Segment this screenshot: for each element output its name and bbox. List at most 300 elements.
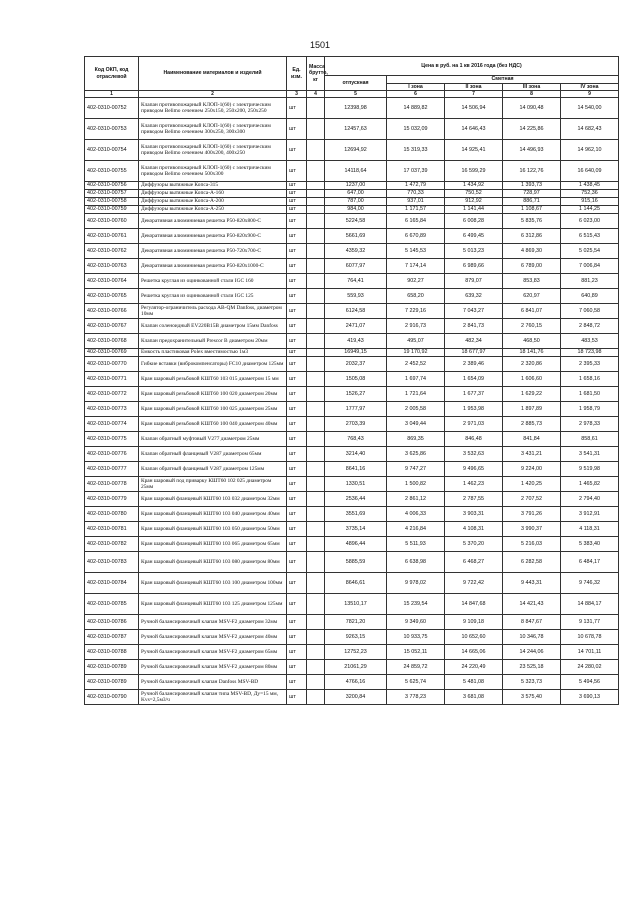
row-release: 12457,63 (325, 119, 387, 140)
row-mass (307, 198, 325, 206)
row-zone2: 1 434,92 (445, 182, 503, 190)
row-release: 13510,17 (325, 594, 387, 615)
row-zone1: 5 511,93 (387, 537, 445, 552)
row-zone1: 6 670,89 (387, 229, 445, 244)
row-release: 787,00 (325, 198, 387, 206)
row-zone1: 15 032,09 (387, 119, 445, 140)
row-zone2: 1 677,37 (445, 387, 503, 402)
row-name: Решетка круглая из оцинкованной стали IGC 160 (139, 274, 287, 289)
row-zone4: 1 144,25 (561, 206, 619, 214)
row-zone1: 2 005,58 (387, 402, 445, 417)
table-row (85, 274, 619, 289)
row-code: 402-0310-00769 (85, 349, 139, 357)
row-name: Диффузоры вытяжные Копса-А-250 (139, 206, 287, 214)
row-zone2: 14 646,43 (445, 119, 503, 140)
table-row (85, 198, 619, 206)
row-mass (307, 372, 325, 387)
row-name: Кран шаровый резьбовой КШТ60 100 020 диаметром 20мм (139, 387, 287, 402)
row-release: 5224,58 (325, 214, 387, 229)
row-zone3: 9 224,00 (503, 462, 561, 477)
row-code: 402-0310-00771 (85, 372, 139, 387)
row-zone3: 3 431,21 (503, 447, 561, 462)
row-zone4: 7 006,84 (561, 259, 619, 274)
row-zone1: 770,33 (387, 190, 445, 198)
row-mass (307, 98, 325, 119)
table-row (85, 492, 619, 507)
row-code: 402-0310-00761 (85, 229, 139, 244)
table-row (85, 206, 619, 214)
table-row (85, 98, 619, 119)
row-zone2: 912,92 (445, 198, 503, 206)
row-zone3: 3 990,37 (503, 522, 561, 537)
row-name: Кран шаровый фланцевый КШТ60 103 032 диаметром 32мм (139, 492, 287, 507)
row-name: Декоративная алюминиевая решетка Р50-820х1000-С (139, 259, 287, 274)
row-zone3: 5 216,03 (503, 537, 561, 552)
row-release: 3200,84 (325, 690, 387, 705)
row-mass (307, 432, 325, 447)
col-number: 7 (445, 91, 503, 98)
row-code: 402-0310-00760 (85, 214, 139, 229)
row-zone2: 750,52 (445, 190, 503, 198)
row-zone4: 2 848,72 (561, 319, 619, 334)
row-zone3: 4 869,30 (503, 244, 561, 259)
row-name: Клапан противопожарный КЛОП-1(60) с электрическим приводом Belimo сечением 250х150, 250х200, 250х250 (139, 98, 287, 119)
row-unit: шт (287, 182, 307, 190)
row-unit: шт (287, 289, 307, 304)
row-zone1: 1 721,64 (387, 387, 445, 402)
row-release: 7821,20 (325, 615, 387, 630)
table-row (85, 645, 619, 660)
header-zone1: I зона (387, 83, 445, 91)
row-name: Кран шаровый резьбовой КШТ60 100 040 диаметром 40мм (139, 417, 287, 432)
header-unit: Ед. изм. (287, 57, 307, 91)
row-zone1: 9 978,02 (387, 573, 445, 594)
table-row (85, 334, 619, 349)
row-zone3: 1 420,25 (503, 477, 561, 492)
row-mass (307, 675, 325, 690)
row-release: 764,41 (325, 274, 387, 289)
row-release: 768,43 (325, 432, 387, 447)
row-zone4: 1 465,82 (561, 477, 619, 492)
row-zone1: 15 239,54 (387, 594, 445, 615)
row-zone3: 5 323,73 (503, 675, 561, 690)
row-zone1: 9 349,60 (387, 615, 445, 630)
row-mass (307, 645, 325, 660)
row-zone1: 3 778,23 (387, 690, 445, 705)
col-number: 3 (287, 91, 307, 98)
header-zone4: IV зона (561, 83, 619, 91)
table-row (85, 417, 619, 432)
row-zone2: 14 847,68 (445, 594, 503, 615)
row-code: 402-0310-00776 (85, 447, 139, 462)
row-zone2: 3 681,08 (445, 690, 503, 705)
row-mass (307, 259, 325, 274)
row-code: 402-0310-00766 (85, 304, 139, 319)
row-mass (307, 615, 325, 630)
row-zone2: 6 499,45 (445, 229, 503, 244)
row-zone1: 937,01 (387, 198, 445, 206)
row-unit: шт (287, 594, 307, 615)
row-release: 3214,40 (325, 447, 387, 462)
table-row (85, 190, 619, 198)
row-zone1: 869,35 (387, 432, 445, 447)
table-row (85, 319, 619, 334)
row-unit: шт (287, 573, 307, 594)
row-release: 419,43 (325, 334, 387, 349)
row-unit: шт (287, 259, 307, 274)
row-zone1: 1 472,79 (387, 182, 445, 190)
row-zone3: 1 108,67 (503, 206, 561, 214)
table-header (85, 57, 619, 98)
row-zone4: 858,61 (561, 432, 619, 447)
table-row (85, 630, 619, 645)
column-number-row (85, 91, 619, 98)
row-zone2: 14 506,94 (445, 98, 503, 119)
row-release: 9263,15 (325, 630, 387, 645)
row-release: 1526,27 (325, 387, 387, 402)
row-zone4: 14 701,11 (561, 645, 619, 660)
row-zone4: 10 678,78 (561, 630, 619, 645)
row-unit: шт (287, 119, 307, 140)
row-zone2: 24 220,49 (445, 660, 503, 675)
row-mass (307, 402, 325, 417)
col-number: 4 (307, 91, 325, 98)
row-name: Диффузоры вытяжные Копса-315 (139, 182, 287, 190)
table-row (85, 477, 619, 492)
table-body (85, 98, 619, 705)
row-zone3: 468,50 (503, 334, 561, 349)
row-zone4: 16 640,09 (561, 161, 619, 182)
header-zone3: III зона (503, 83, 561, 91)
col-number: 1 (85, 91, 139, 98)
row-release: 14118,64 (325, 161, 387, 182)
row-unit: шт (287, 387, 307, 402)
table-row (85, 387, 619, 402)
table-row (85, 507, 619, 522)
row-zone1: 15 319,33 (387, 140, 445, 161)
row-zone1: 5 145,53 (387, 244, 445, 259)
row-zone3: 2 320,86 (503, 357, 561, 372)
row-zone2: 18 677,97 (445, 349, 503, 357)
row-code: 402-0310-00779 (85, 492, 139, 507)
row-name: Кран шаровый фланцевый КШТ60 103 125 диаметром 125мм (139, 594, 287, 615)
row-zone1: 3 049,44 (387, 417, 445, 432)
row-code: 402-0310-00790 (85, 690, 139, 705)
row-zone2: 10 652,60 (445, 630, 503, 645)
row-unit: шт (287, 615, 307, 630)
header-release: отпускная (325, 76, 387, 91)
row-zone2: 4 108,31 (445, 522, 503, 537)
header-estimate: Сметная (387, 76, 619, 84)
row-mass (307, 140, 325, 161)
row-zone4: 640,89 (561, 289, 619, 304)
row-zone4: 9 519,98 (561, 462, 619, 477)
row-release: 8641,16 (325, 462, 387, 477)
row-zone3: 14 421,43 (503, 594, 561, 615)
row-code: 402-0310-00759 (85, 206, 139, 214)
row-zone4: 14 682,43 (561, 119, 619, 140)
row-code: 402-0310-00783 (85, 552, 139, 573)
row-zone4: 3 690,13 (561, 690, 619, 705)
row-zone1: 4 216,84 (387, 522, 445, 537)
row-unit: шт (287, 140, 307, 161)
row-zone4: 24 280,02 (561, 660, 619, 675)
row-zone4: 483,53 (561, 334, 619, 349)
row-name: Емкость пластиковая Polex вместимостью 1м3 (139, 349, 287, 357)
row-unit: шт (287, 214, 307, 229)
row-unit: шт (287, 630, 307, 645)
row-mass (307, 214, 325, 229)
row-code: 402-0310-00775 (85, 432, 139, 447)
row-name: Кран шаровый резьбовой КШТ60 100 025 диаметром 25мм (139, 402, 287, 417)
row-name: Клапан противопожарный КЛОП-1(60) с электрическим приводом Belimo сечением 400х200, 400х250 (139, 140, 287, 161)
row-zone4: 7 060,58 (561, 304, 619, 319)
row-release: 2032,37 (325, 357, 387, 372)
row-code: 402-0310-00762 (85, 244, 139, 259)
row-name: Ручной балансировочный клапан Danfoss MSV-BD (139, 675, 287, 690)
row-zone2: 1 654,09 (445, 372, 503, 387)
row-zone4: 4 118,31 (561, 522, 619, 537)
row-zone3: 3 791,26 (503, 507, 561, 522)
row-code: 402-0310-00785 (85, 594, 139, 615)
row-unit: шт (287, 492, 307, 507)
row-unit: шт (287, 477, 307, 492)
row-zone2: 5 481,08 (445, 675, 503, 690)
row-unit: шт (287, 417, 307, 432)
row-name: Кран шаровый под приварку КШТ60 102 025 диаметром 25мм (139, 477, 287, 492)
row-name: Регулятор-ограничитель расхода AB-QM Danfoss, диаметром 10мм (139, 304, 287, 319)
row-zone4: 3 912,91 (561, 507, 619, 522)
row-zone2: 2 971,03 (445, 417, 503, 432)
row-mass (307, 229, 325, 244)
row-zone3: 16 122,76 (503, 161, 561, 182)
row-mass (307, 274, 325, 289)
row-name: Кран шаровый фланцевый КШТ60 103 065 диаметром 65мм (139, 537, 287, 552)
price-table (84, 56, 619, 705)
row-zone4: 6 023,00 (561, 214, 619, 229)
row-release: 12398,98 (325, 98, 387, 119)
row-zone2: 5 013,23 (445, 244, 503, 259)
row-unit: шт (287, 357, 307, 372)
table-row (85, 357, 619, 372)
row-zone3: 1 897,89 (503, 402, 561, 417)
row-zone3: 1 629,22 (503, 387, 561, 402)
row-mass (307, 552, 325, 573)
row-mass (307, 182, 325, 190)
row-mass (307, 357, 325, 372)
row-unit: шт (287, 552, 307, 573)
row-zone3: 5 835,76 (503, 214, 561, 229)
row-unit: шт (287, 206, 307, 214)
row-mass (307, 507, 325, 522)
row-code: 402-0310-00773 (85, 402, 139, 417)
row-zone3: 23 525,18 (503, 660, 561, 675)
row-release: 4766,16 (325, 675, 387, 690)
row-zone4: 2 395,33 (561, 357, 619, 372)
row-name: Ручной балансировочный клапан MSV-F2 диаметром 40мм (139, 630, 287, 645)
row-unit: шт (287, 349, 307, 357)
row-release: 12752,23 (325, 645, 387, 660)
col-number: 5 (325, 91, 387, 98)
row-unit: шт (287, 690, 307, 705)
page-number: 1501 (309, 40, 331, 50)
row-zone4: 2 978,33 (561, 417, 619, 432)
row-mass (307, 462, 325, 477)
row-unit: шт (287, 304, 307, 319)
row-zone2: 2 389,46 (445, 357, 503, 372)
row-zone2: 5 370,20 (445, 537, 503, 552)
row-zone2: 14 925,41 (445, 140, 503, 161)
row-release: 647,00 (325, 190, 387, 198)
row-mass (307, 630, 325, 645)
row-zone2: 1 141,44 (445, 206, 503, 214)
row-mass (307, 206, 325, 214)
row-zone2: 16 599,29 (445, 161, 503, 182)
row-mass (307, 334, 325, 349)
table-row (85, 182, 619, 190)
row-code: 402-0310-00765 (85, 289, 139, 304)
row-zone4: 1 681,50 (561, 387, 619, 402)
row-zone1: 7 174,14 (387, 259, 445, 274)
row-code: 402-0310-00767 (85, 319, 139, 334)
row-zone3: 1 393,73 (503, 182, 561, 190)
row-zone1: 1 697,74 (387, 372, 445, 387)
row-zone1: 902,27 (387, 274, 445, 289)
row-zone3: 10 346,78 (503, 630, 561, 645)
row-release: 1777,97 (325, 402, 387, 417)
row-release: 1330,51 (325, 477, 387, 492)
row-zone1: 6 165,84 (387, 214, 445, 229)
row-zone4: 5 025,54 (561, 244, 619, 259)
row-zone1: 2 861,12 (387, 492, 445, 507)
row-mass (307, 119, 325, 140)
row-unit: шт (287, 402, 307, 417)
row-release: 2703,39 (325, 417, 387, 432)
table-row (85, 244, 619, 259)
row-zone4: 5 383,40 (561, 537, 619, 552)
row-zone3: 3 575,40 (503, 690, 561, 705)
table-row (85, 289, 619, 304)
row-zone4: 1 658,16 (561, 372, 619, 387)
row-zone4: 6 515,43 (561, 229, 619, 244)
row-zone2: 6 468,27 (445, 552, 503, 573)
table-row (85, 615, 619, 630)
row-zone4: 3 541,31 (561, 447, 619, 462)
row-name: Диффузоры вытяжные Копса-А-200 (139, 198, 287, 206)
row-release: 8646,61 (325, 573, 387, 594)
row-name: Диффузоры вытяжные Копса-А-160 (139, 190, 287, 198)
table-row (85, 432, 619, 447)
row-mass (307, 660, 325, 675)
row-mass (307, 492, 325, 507)
row-unit: шт (287, 190, 307, 198)
row-zone1: 19 170,92 (387, 349, 445, 357)
table-row (85, 660, 619, 675)
row-name: Декоративная алюминиевая решетка Р50-720х700-С (139, 244, 287, 259)
row-code: 402-0310-00757 (85, 190, 139, 198)
row-release: 6077,97 (325, 259, 387, 274)
row-zone3: 14 225,86 (503, 119, 561, 140)
row-unit: шт (287, 98, 307, 119)
row-zone2: 2 841,73 (445, 319, 503, 334)
row-zone3: 8 847,67 (503, 615, 561, 630)
header-zone2: II зона (445, 83, 503, 91)
row-name: Клапан обратный муфтовый V277 диаметром 25мм (139, 432, 287, 447)
row-code: 402-0310-00784 (85, 573, 139, 594)
row-zone4: 752,36 (561, 190, 619, 198)
row-code: 402-0310-00772 (85, 387, 139, 402)
row-zone3: 14 496,93 (503, 140, 561, 161)
row-mass (307, 417, 325, 432)
row-zone4: 1 438,45 (561, 182, 619, 190)
row-code: 402-0310-00780 (85, 507, 139, 522)
row-zone3: 18 141,76 (503, 349, 561, 357)
row-zone4: 18 723,98 (561, 349, 619, 357)
row-unit: шт (287, 432, 307, 447)
row-release: 1237,00 (325, 182, 387, 190)
row-code: 402-0310-00778 (85, 477, 139, 492)
row-mass (307, 161, 325, 182)
header-name: Наименование материалов и изделий (139, 57, 287, 91)
row-unit: шт (287, 507, 307, 522)
row-zone2: 1 953,98 (445, 402, 503, 417)
row-zone3: 2 760,15 (503, 319, 561, 334)
row-zone1: 7 229,16 (387, 304, 445, 319)
row-name: Клапан обратный фланцевый V287 диаметром 125мм (139, 462, 287, 477)
row-release: 2471,07 (325, 319, 387, 334)
row-zone3: 620,97 (503, 289, 561, 304)
row-zone4: 915,16 (561, 198, 619, 206)
row-name: Клапан соленоидный EV220B15B диаметром 15мм Danfoss (139, 319, 287, 334)
row-unit: шт (287, 660, 307, 675)
row-code: 402-0310-00787 (85, 630, 139, 645)
row-zone2: 9 722,42 (445, 573, 503, 594)
row-release: 21061,29 (325, 660, 387, 675)
row-code: 402-0310-00754 (85, 140, 139, 161)
table-row (85, 594, 619, 615)
col-number: 6 (387, 91, 445, 98)
table-row (85, 214, 619, 229)
row-zone2: 846,48 (445, 432, 503, 447)
row-code: 402-0310-00789 (85, 660, 139, 675)
row-release: 16949,15 (325, 349, 387, 357)
row-mass (307, 244, 325, 259)
row-zone4: 6 484,17 (561, 552, 619, 573)
row-zone3: 1 606,60 (503, 372, 561, 387)
col-number: 2 (139, 91, 287, 98)
table-row (85, 259, 619, 274)
row-code: 402-0310-00774 (85, 417, 139, 432)
row-zone2: 639,32 (445, 289, 503, 304)
row-unit: шт (287, 334, 307, 349)
row-unit: шт (287, 462, 307, 477)
row-zone4: 881,23 (561, 274, 619, 289)
table-row (85, 552, 619, 573)
row-zone3: 2 707,52 (503, 492, 561, 507)
table-row (85, 537, 619, 552)
row-zone1: 495,07 (387, 334, 445, 349)
row-unit: шт (287, 675, 307, 690)
row-zone2: 3 903,31 (445, 507, 503, 522)
row-name: Кран шаровый резьбовой КШТ60 103 015 диаметром 15 мм (139, 372, 287, 387)
row-zone3: 6 282,58 (503, 552, 561, 573)
row-mass (307, 594, 325, 615)
table-row (85, 372, 619, 387)
row-code: 402-0310-00768 (85, 334, 139, 349)
row-unit: шт (287, 319, 307, 334)
row-mass (307, 304, 325, 319)
table-row (85, 402, 619, 417)
